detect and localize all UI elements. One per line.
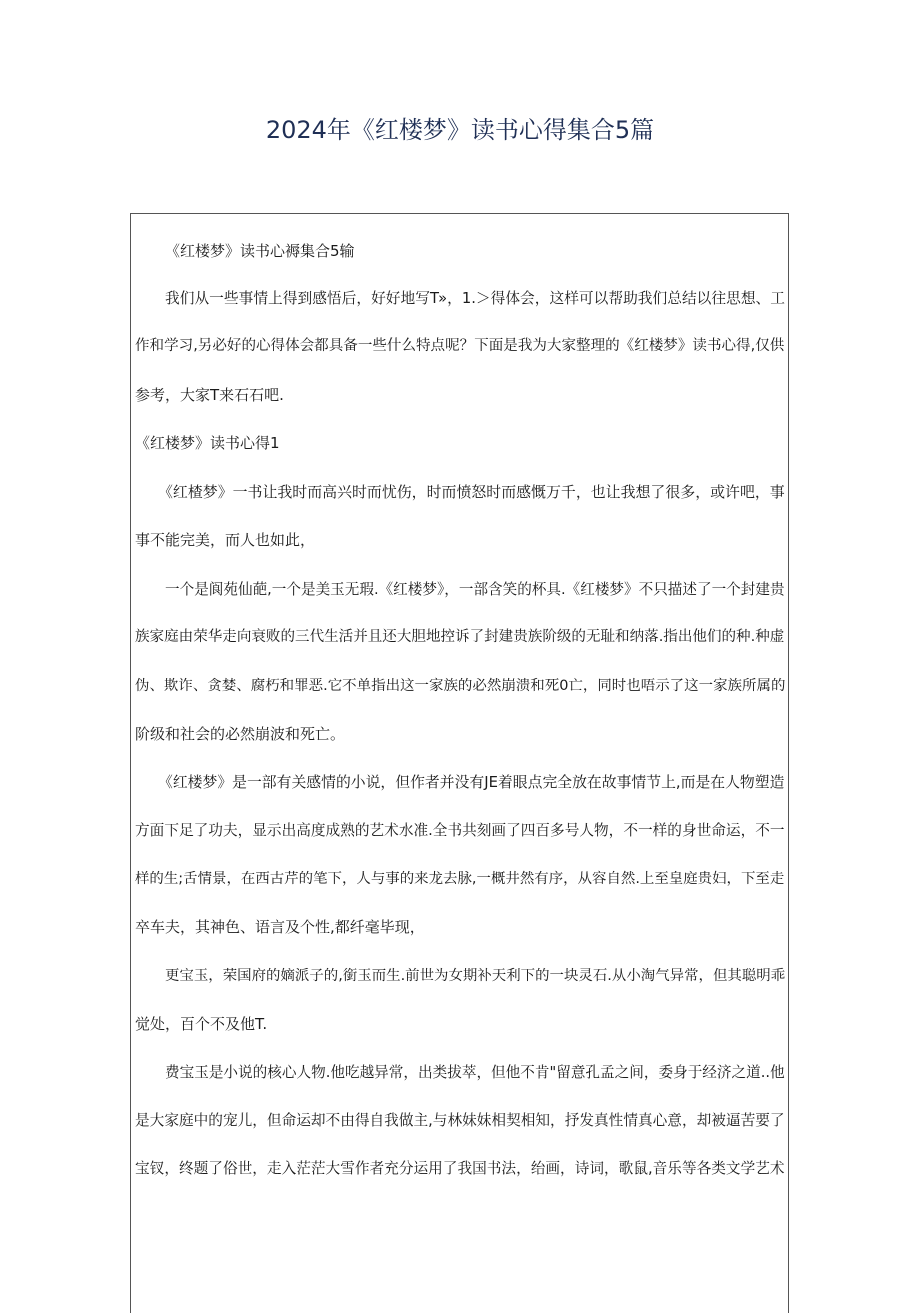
body-line: 族家庭由荣华走向衰败的三代生活并且还大胆地控诉了封建贵族阶级的无耻和纳落.指出他们的种.种虚	[135, 628, 785, 645]
body-line: 费宝玉是小说的核心人物.他吃越异常，出类拔萃，但他不肯"留意孔孟之间，委身于经济之道..他	[165, 1064, 785, 1081]
body-line: 是大家庭中的宠儿，但命运却不由得自我做主,与林妹妹相契相知，抒发真性情真心意，却被逼苦要了	[135, 1112, 785, 1129]
body-line: 《红楼梦》是一部有关感情的小说，但作者并没有JE着眼点完全放在故事情节上,而是在人物塑造	[158, 774, 785, 791]
body-line: 伪、欺诈、贪婪、腐朽和罪恶.它不单指出这一家族的必然崩溃和死0亡，同时也唔示了这一家族所属的	[135, 678, 786, 694]
body-line: 一个是阆苑仙葩,一个是美玉无瑕.《红楼梦》，一部含笑的杯具.《红楼梦》不只描述了一个封建贵	[165, 581, 785, 598]
body-line: 觉处，百个不及他T.	[135, 1015, 268, 1033]
content-frame	[130, 213, 789, 1313]
body-line: 更宝玉，荣国府的嫡派子的,銜玉而生.前世为女期补天利下的一块灵石.从小淘气异常，但其聪明乖	[165, 968, 786, 984]
body-line: 卒车夫，其神色、语言及个性,都纤毫毕现，	[135, 918, 425, 936]
body-line: 《红楼梦》读书心褥集合5输	[165, 242, 355, 260]
body-line: 阶级和社会的必然崩波和死亡。	[135, 725, 346, 743]
body-line: 我们从一些事情上得到感悟后，好好地写T»，1.＞得体会，这样可以帮助我们总结以往思想、工	[165, 290, 785, 307]
section-heading: 《红楼梦》读书心得1	[135, 434, 280, 452]
body-line: 事不能完美，而人也如此，	[135, 531, 316, 549]
body-line: 参考，大家T来石石吧.	[135, 386, 284, 404]
document-title: 2024年《红楼梦》读书心得集合5篇	[265, 116, 655, 144]
body-line: 样的生;舌情景，在西古芹的笔下，人与事的来龙去脉,一概井然有序，从容自然.上至皇庭贵妇，下至走	[135, 871, 785, 887]
body-line: 作和学习,另必好的心得体会都具备一些什么特点呢？下面是我为大家整理的《红楼梦》读书心得,仅供	[135, 337, 785, 354]
body-line: 方面下足了功夫，显示出高度成熟的艺术水准.全书共刻画了四百多号人物，不一样的身世命运，不一	[135, 822, 785, 839]
body-line: 《红楂梦》一书让我时而高兴时而忧伤，时而愤怒时而感慨万千，也让我想了很多，或许吧，事	[158, 483, 785, 501]
body-line: 宝钗，终题了俗世，走入茫茫大雪作者充分运用了我国书法，绐画，诗词，歌鼠,音乐等各类文学艺术	[135, 1160, 785, 1177]
